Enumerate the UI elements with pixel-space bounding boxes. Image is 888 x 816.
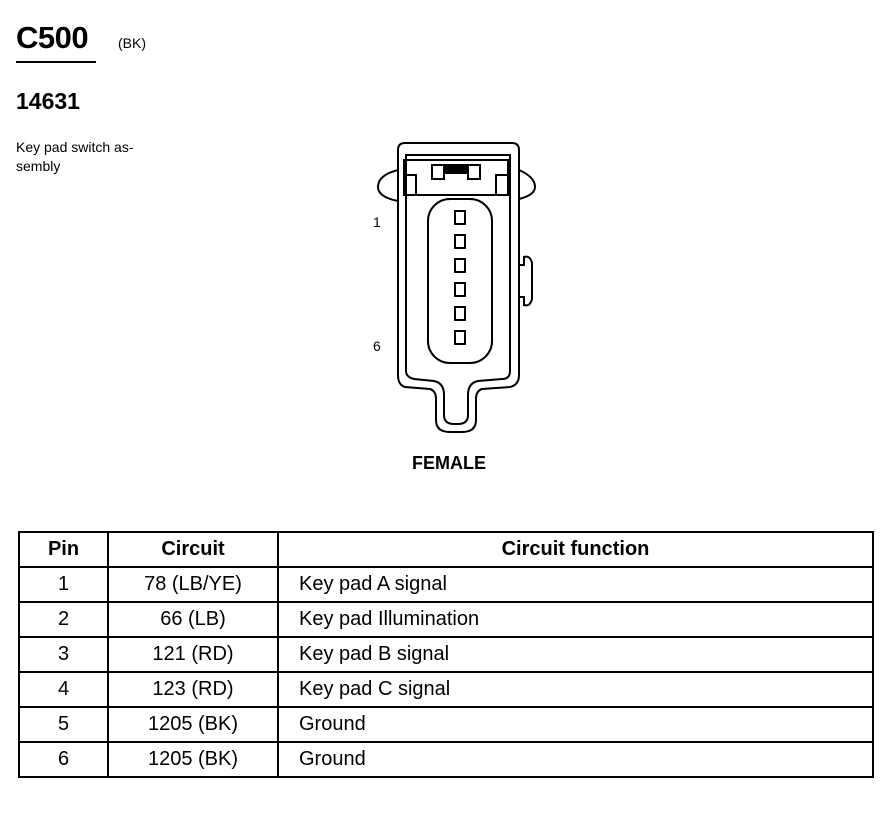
cell-pin: 6 <box>19 742 108 777</box>
locking-tab <box>519 257 532 306</box>
cell-function: Key pad C signal <box>278 672 873 707</box>
table-row <box>19 742 873 777</box>
latch-center-cap <box>444 165 468 173</box>
cell-function: Ground <box>278 707 873 742</box>
cell-pin: 4 <box>19 672 108 707</box>
table-row <box>19 567 873 602</box>
cell-circuit: 123 (RD) <box>108 672 278 707</box>
table-row <box>19 672 873 707</box>
header-circuit-function: Circuit function <box>278 532 873 567</box>
table-row <box>19 637 873 672</box>
pin-cavity-4 <box>455 283 465 296</box>
pin-cavity-1 <box>455 211 465 224</box>
side-ear-right <box>519 170 535 199</box>
title-underline <box>16 61 96 63</box>
connector-description: Key pad switch as-sembly <box>16 139 134 174</box>
connector-gender-label: FEMALE <box>412 453 486 473</box>
latch-tab-mid-left <box>432 165 444 179</box>
connector-face-diagram <box>360 135 550 435</box>
connector-id: C500 <box>16 20 89 55</box>
cell-pin: 2 <box>19 602 108 637</box>
pin-cavity-6 <box>455 331 465 344</box>
latch-tab-mid-right <box>468 165 480 179</box>
pin-cavity-3 <box>455 259 465 272</box>
pinout-table <box>18 531 874 778</box>
cell-pin: 5 <box>19 707 108 742</box>
header-pin: Pin <box>19 532 108 567</box>
cell-pin: 1 <box>19 567 108 602</box>
pin-cavity-2 <box>455 235 465 248</box>
cell-circuit: 1205 (BK) <box>108 742 278 777</box>
side-ear-left <box>378 170 398 201</box>
pin-cavity-5 <box>455 307 465 320</box>
cell-circuit: 121 (RD) <box>108 637 278 672</box>
table-row <box>19 602 873 637</box>
cell-circuit: 78 (LB/YE) <box>108 567 278 602</box>
connector-color-code: (BK) <box>118 35 146 51</box>
cell-function: Ground <box>278 742 873 777</box>
table-row <box>19 707 873 742</box>
pin-1-label: 1 <box>373 214 381 230</box>
latch-tab-right <box>496 175 508 195</box>
cell-function: Key pad B signal <box>278 637 873 672</box>
cell-function: Key pad A signal <box>278 567 873 602</box>
cell-function: Key pad Illumination <box>278 602 873 637</box>
cell-circuit: 1205 (BK) <box>108 707 278 742</box>
pin-6-label: 6 <box>373 338 381 354</box>
part-number: 14631 <box>16 88 80 114</box>
table-header-row <box>19 532 873 567</box>
cell-circuit: 66 (LB) <box>108 602 278 637</box>
header-circuit: Circuit <box>108 532 278 567</box>
cell-pin: 3 <box>19 637 108 672</box>
